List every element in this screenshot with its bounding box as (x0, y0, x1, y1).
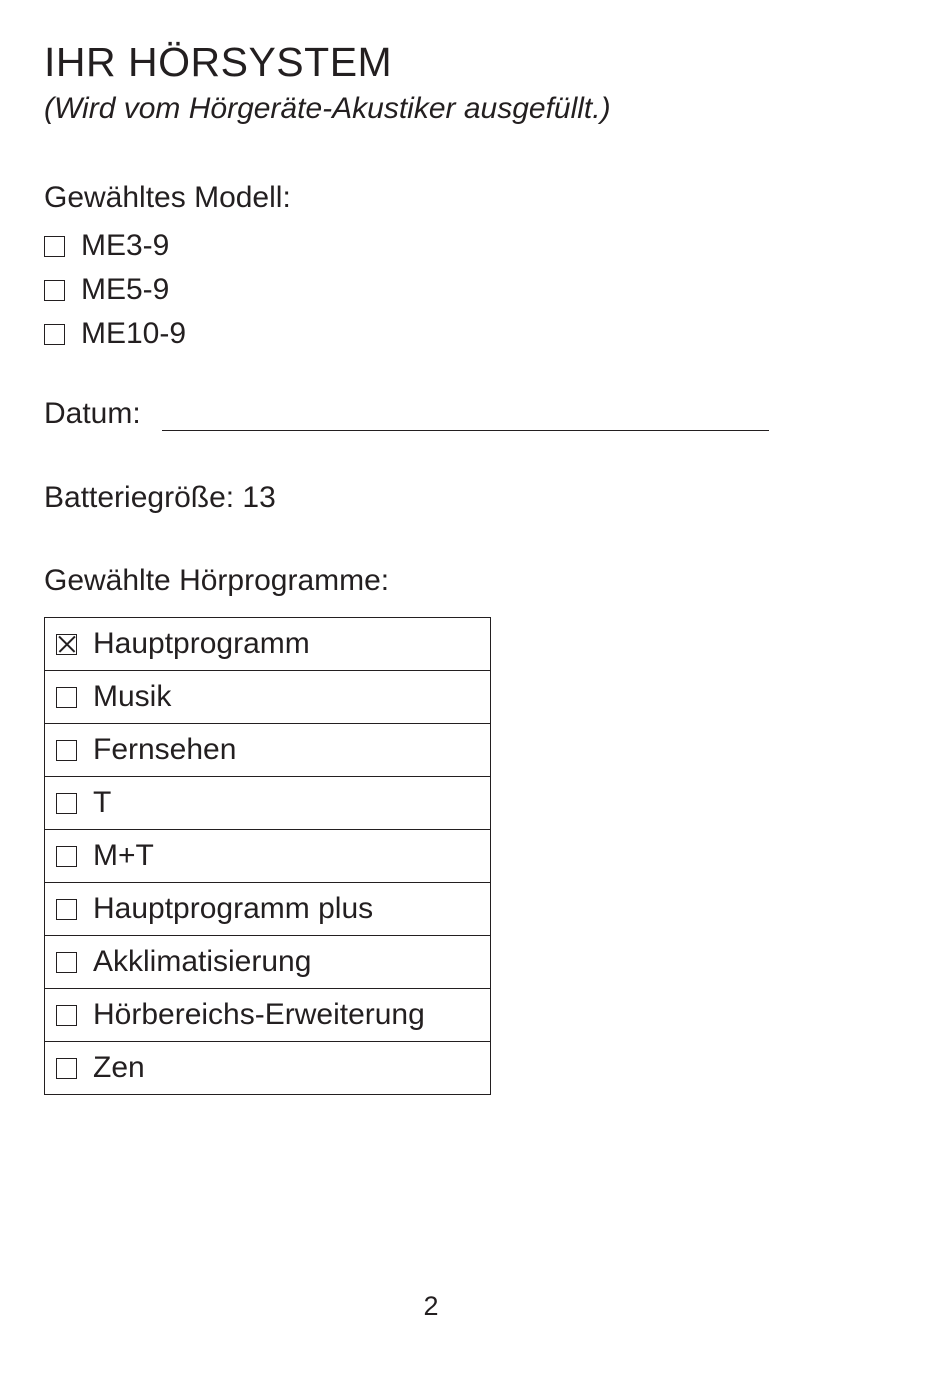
date-input-line[interactable] (162, 430, 769, 431)
program-label: T (93, 786, 112, 819)
checkbox[interactable] (56, 952, 77, 973)
model-option-label: ME3-9 (81, 229, 170, 262)
programs-section-label: Gewählte Hörprogramme: (44, 564, 390, 597)
program-label: Hauptprogramm (93, 627, 310, 660)
checkbox[interactable] (56, 740, 77, 761)
checkbox[interactable] (56, 899, 77, 920)
page-number: 2 (423, 1291, 439, 1321)
program-row-t (45, 777, 491, 830)
page-title: IHR HÖRSYSTEM (44, 39, 393, 85)
program-label: Hauptprogramm plus (93, 892, 374, 925)
program-cell[interactable] (45, 724, 491, 777)
program-label: Akklimatisierung (93, 945, 312, 978)
program-row-akklimatisierung (45, 936, 491, 989)
program-row-m-t (45, 830, 491, 883)
program-row-hauptprogramm (45, 618, 491, 671)
program-cell[interactable] (45, 830, 491, 883)
program-row-fernsehen (45, 724, 491, 777)
checkbox[interactable] (56, 846, 77, 867)
program-cell[interactable] (45, 989, 491, 1042)
program-cell[interactable] (45, 618, 491, 671)
program-cell[interactable] (45, 777, 491, 830)
model-option-label: ME10-9 (81, 317, 187, 350)
model-option-me5-9[interactable] (44, 268, 186, 312)
program-row-hauptprogramm-plus (45, 883, 491, 936)
checkbox[interactable] (44, 236, 65, 257)
checkbox-checked[interactable] (56, 634, 77, 655)
checkbox[interactable] (56, 1005, 77, 1026)
checkbox[interactable] (44, 324, 65, 345)
program-cell[interactable] (45, 883, 491, 936)
program-row-musik (45, 671, 491, 724)
battery-size: Batteriegröße: 13 (44, 481, 276, 514)
model-option-label: ME5-9 (81, 273, 170, 306)
program-row-hoerbereichs-erweiterung (45, 989, 491, 1042)
program-row-zen (45, 1042, 491, 1095)
model-options-list (44, 224, 186, 356)
model-option-me10-9[interactable] (44, 312, 186, 356)
checkbox[interactable] (56, 793, 77, 814)
program-label: M+T (93, 839, 154, 872)
page-subtitle: (Wird vom Hörgeräte-Akustiker ausgefüllt.) (44, 92, 611, 125)
date-row (44, 396, 141, 432)
program-cell[interactable] (45, 936, 491, 989)
program-label: Fernsehen (93, 733, 237, 766)
program-cell[interactable] (45, 671, 491, 724)
model-section-label: Gewähltes Modell: (44, 181, 291, 214)
checkbox[interactable] (56, 687, 77, 708)
program-label: Hörbereichs-Erweiterung (93, 998, 425, 1031)
program-label: Zen (93, 1051, 145, 1084)
checkbox[interactable] (44, 280, 65, 301)
program-label: Musik (93, 680, 172, 713)
date-label: Datum: (44, 397, 141, 430)
model-option-me3-9[interactable] (44, 224, 186, 268)
programs-table (44, 617, 491, 1095)
checkbox[interactable] (56, 1058, 77, 1079)
program-cell[interactable] (45, 1042, 491, 1095)
